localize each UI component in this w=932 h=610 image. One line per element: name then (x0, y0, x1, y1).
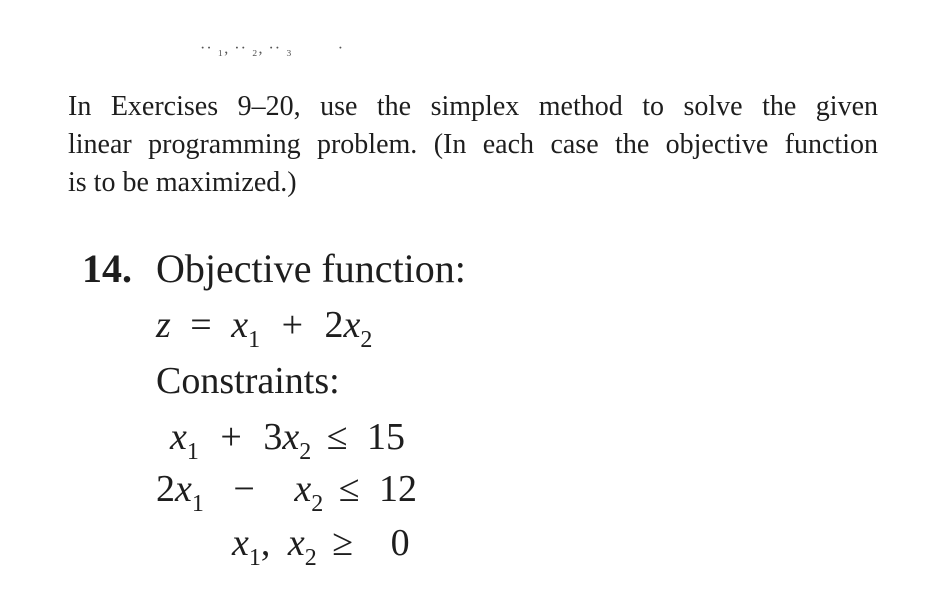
c1-coef: 3 (263, 416, 283, 458)
c1-rhs: 15 (367, 416, 406, 458)
c2-minus: − (233, 468, 255, 510)
coefficient-2: 2 (324, 304, 344, 346)
c3-rhs: 0 (390, 522, 410, 564)
term-x1: x (231, 304, 249, 346)
plus-sign: + (281, 304, 304, 346)
instructions-line-1: In Exercises 9–20, use the simplex method to solve the given (68, 91, 878, 122)
objective-function-label: Objective function: (156, 246, 466, 291)
c2-sub-1: 1 (191, 491, 204, 517)
c2-rhs: 12 (379, 468, 418, 510)
c1-relation: ≤ (326, 416, 348, 458)
objective-equation (156, 302, 373, 353)
c3-x2: x (287, 522, 305, 564)
cropped-previous-line: ·· ₁, ·· ₂, ·· ₃ · (200, 44, 345, 57)
c3-comma: , (260, 522, 271, 564)
c1-plus: + (220, 416, 242, 458)
c3-relation: ≥ (332, 522, 354, 564)
objective-variable: z (156, 304, 171, 346)
instructions-line-2: linear programming problem. (In each case the objective function (68, 129, 878, 160)
c2-sub-2: 2 (311, 491, 324, 517)
c2-coef: 2 (156, 468, 175, 510)
c2-x1: x (175, 468, 192, 510)
c3-sub-1: 1 (248, 545, 261, 571)
c2-relation: ≤ (338, 468, 360, 510)
problem-number: 14. (82, 246, 132, 291)
constraint-2 (156, 466, 418, 517)
c3-x1: x (232, 522, 249, 564)
c3-sub-2: 2 (304, 545, 317, 571)
c1-sub-2: 2 (299, 439, 312, 465)
constraint-3 (232, 520, 410, 571)
c2-x2: x (294, 468, 312, 510)
instructions-line-3: is to be maximized.) (68, 167, 297, 198)
constraint-1 (170, 414, 406, 465)
exercise-instructions (68, 88, 878, 202)
term-x2: x (343, 304, 361, 346)
c1-x1: x (170, 416, 187, 458)
constraints-label: Constraints: (156, 360, 340, 402)
equals-sign: = (190, 304, 212, 346)
subscript-1: 1 (248, 327, 261, 353)
c1-x2: x (282, 416, 300, 458)
subscript-2: 2 (360, 327, 373, 353)
c1-sub-1: 1 (186, 439, 199, 465)
